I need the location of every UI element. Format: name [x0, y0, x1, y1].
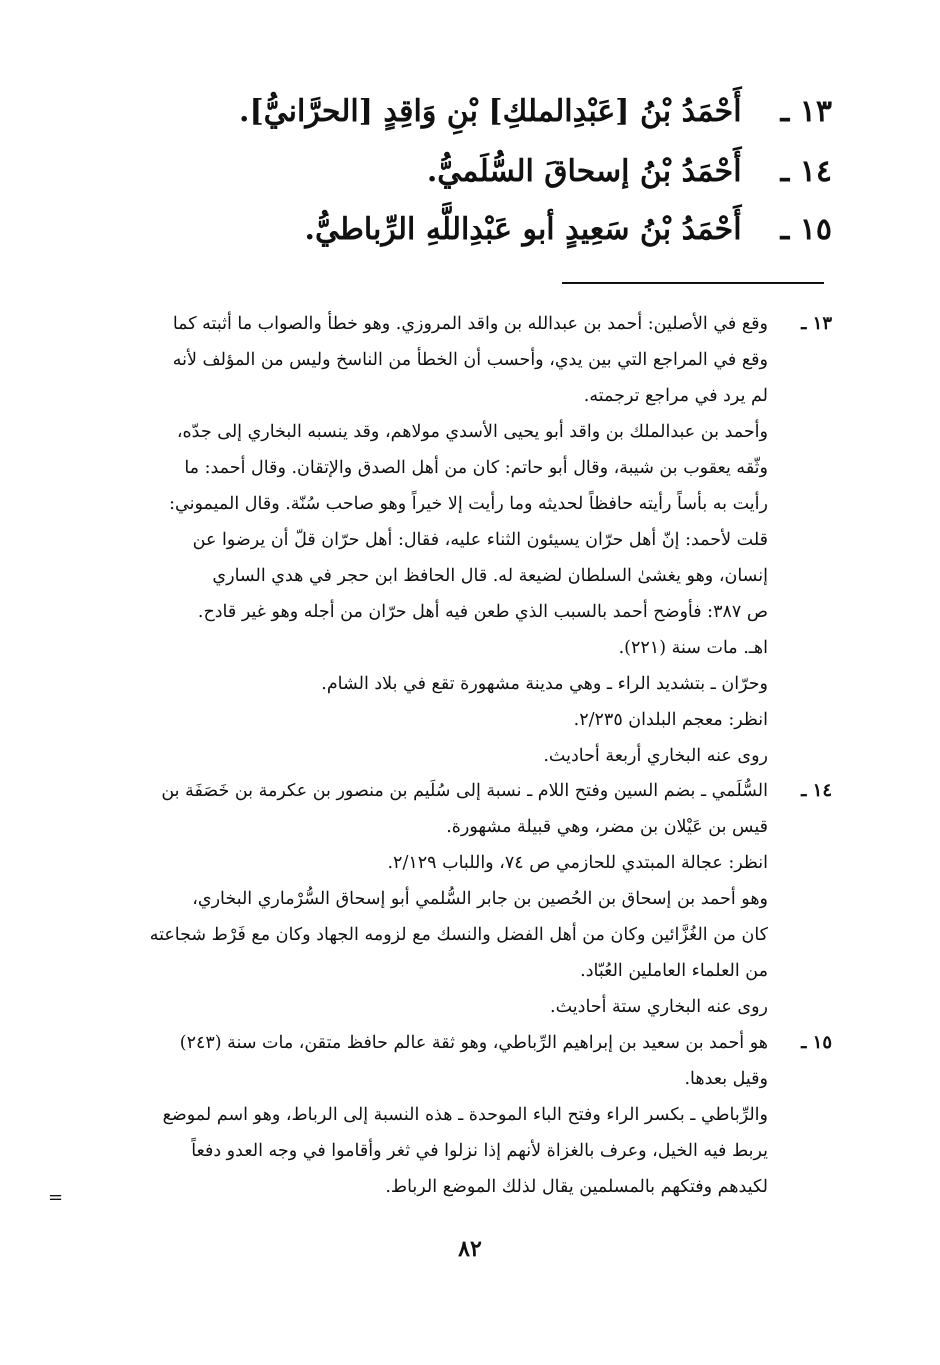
page-number: ٨٢: [458, 1236, 482, 1262]
footnote-line: وثّقه يعقوب بن شيبة، وقال أبو حاتم: كان من أهل الصدق والإتقان. وقال أحمد: ما: [184, 458, 768, 478]
footnote-line: وأحمد بن عبدالملك بن واقد أبو يحيى الأسدي مولاهم، وقد ينسبه البخاري إلى جدّه،: [176, 422, 768, 442]
footnote-line: قلت لأحمد: إنّ أهل حرّان يسيئون الثناء عليه، فقال: أهل حرّان قلّ أن يرضوا عن: [192, 530, 768, 550]
footnote-line: يربط فيه الخيل، وعرف بالغزاة لأنهم إذا نزلوا في ثغر وأقاموا في وجه العدو دفعاً: [191, 1141, 768, 1161]
footnote-line: قيس بن عَيْلان بن مضر، وهي قبيلة مشهورة.: [446, 817, 768, 837]
footnote-number-15: ١٥ ـ: [801, 1032, 832, 1053]
entry-title: أَحْمَدُ بْنُ إسحاقَ السُّلَميُّ.: [426, 154, 742, 189]
entry-13: [232, 92, 832, 132]
footnote-line: وحرّان ـ بتشديد الراء ـ وهي مدينة مشهورة تقع في بلاد الشام.: [321, 674, 768, 694]
footnote-line: وقيل بعدها.: [684, 1069, 768, 1089]
footnote-line: روى عنه البخاري ستة أحاديث.: [550, 997, 768, 1017]
footnote-line: وهو أحمد بن إسحاق بن الحُصين بن جابر السُّلمي أبو إسحاق السُّرْماري البخاري،: [192, 889, 768, 909]
entry-14: [232, 152, 832, 192]
footnote-line: لكيدهم وفتكهم بالمسلمين يقال لذلك الموضع الرباط.: [385, 1177, 768, 1197]
footnote-line: انظر: معجم البلدان ٢/٢٣٥.: [573, 710, 768, 730]
entry-number: ١٥ ـ: [780, 212, 832, 247]
footnote-number-14: ١٤ ـ: [801, 780, 832, 801]
footnote-line: وقع في المراجع التي بين يدي، وأحسب أن الخطأ من الناسخ وليس من المؤلف لأنه: [172, 350, 768, 370]
footnote-line: ص ٣٨٧: فأوضح أحمد بالسبب الذي طعن فيه أهل حرّان من أجله وهو غير قادح.: [197, 602, 768, 622]
entry-number: ١٤ ـ: [780, 154, 832, 189]
footnote-number-13: ١٣ ـ: [801, 313, 832, 334]
footnote-line: وقع في الأصلين: أحمد بن عبدالله بن واقد المروزي. وهو خطأ والصواب ما أثبته كما: [172, 314, 768, 334]
entry-title: أَحْمَدُ بْنُ [عَبْدِالملكِ] بْنِ وَاقِدٍ [الحرَّانيُّ].: [239, 94, 742, 129]
footnote-line: رأيت به بأساً رأيته حافظاً لحديثه وما رأيت إلا خيراً وهو صاحب سُنّة. وقال الميموني:: [169, 494, 768, 514]
footnote-line: هو أحمد بن سعيد بن إبراهيم الرِّباطي، وهو ثقة عالم حافظ متقن، مات سنة (٢٤٣): [179, 1033, 768, 1053]
footnote-line: والرِّباطي ـ بكسر الراء وفتح الباء الموحدة ـ هذه النسبة إلى الرباط، وهو اسم لموضع: [162, 1105, 768, 1125]
footnote-separator: [562, 282, 824, 284]
footnote-line: اهـ. مات سنة (٢٢١).: [618, 638, 768, 658]
footnote-line: لم يرد في مراجع ترجمته.: [583, 386, 768, 406]
footnote-line: روى عنه البخاري أربعة أحاديث.: [543, 746, 768, 766]
footnote-line: كان من الغُزَّائين وكان من أهل الفضل والنسك مع لزومه الجهاد وكان مع فَرْط شجاعته: [149, 925, 768, 945]
entry-title: أَحْمَدُ بْنُ سَعِيدٍ أبو عَبْدِاللَّهِ الرِّباطيُّ.: [304, 212, 742, 247]
footnote-line: من العلماء العاملين العُبّاد.: [580, 961, 768, 981]
entry-number: ١٣ ـ: [780, 94, 832, 129]
footnote-line: إنسان، وهو يغشىٰ السلطان لضيعة له. قال الحافظ ابن حجر في هدي الساري: [212, 566, 768, 586]
continuation-mark: =: [48, 1187, 64, 1208]
footnote-line: السُّلَمي ـ بضم السين وفتح اللام ـ نسبة إلى سُلَيم بن منصور بن عكرمة بن خَصَفَة بن: [161, 781, 768, 801]
entry-15: [232, 210, 832, 250]
footnote-line: انظر: عجالة المبتدي للحازمي ص ٧٤، واللباب ٢/١٢٩.: [387, 853, 768, 873]
